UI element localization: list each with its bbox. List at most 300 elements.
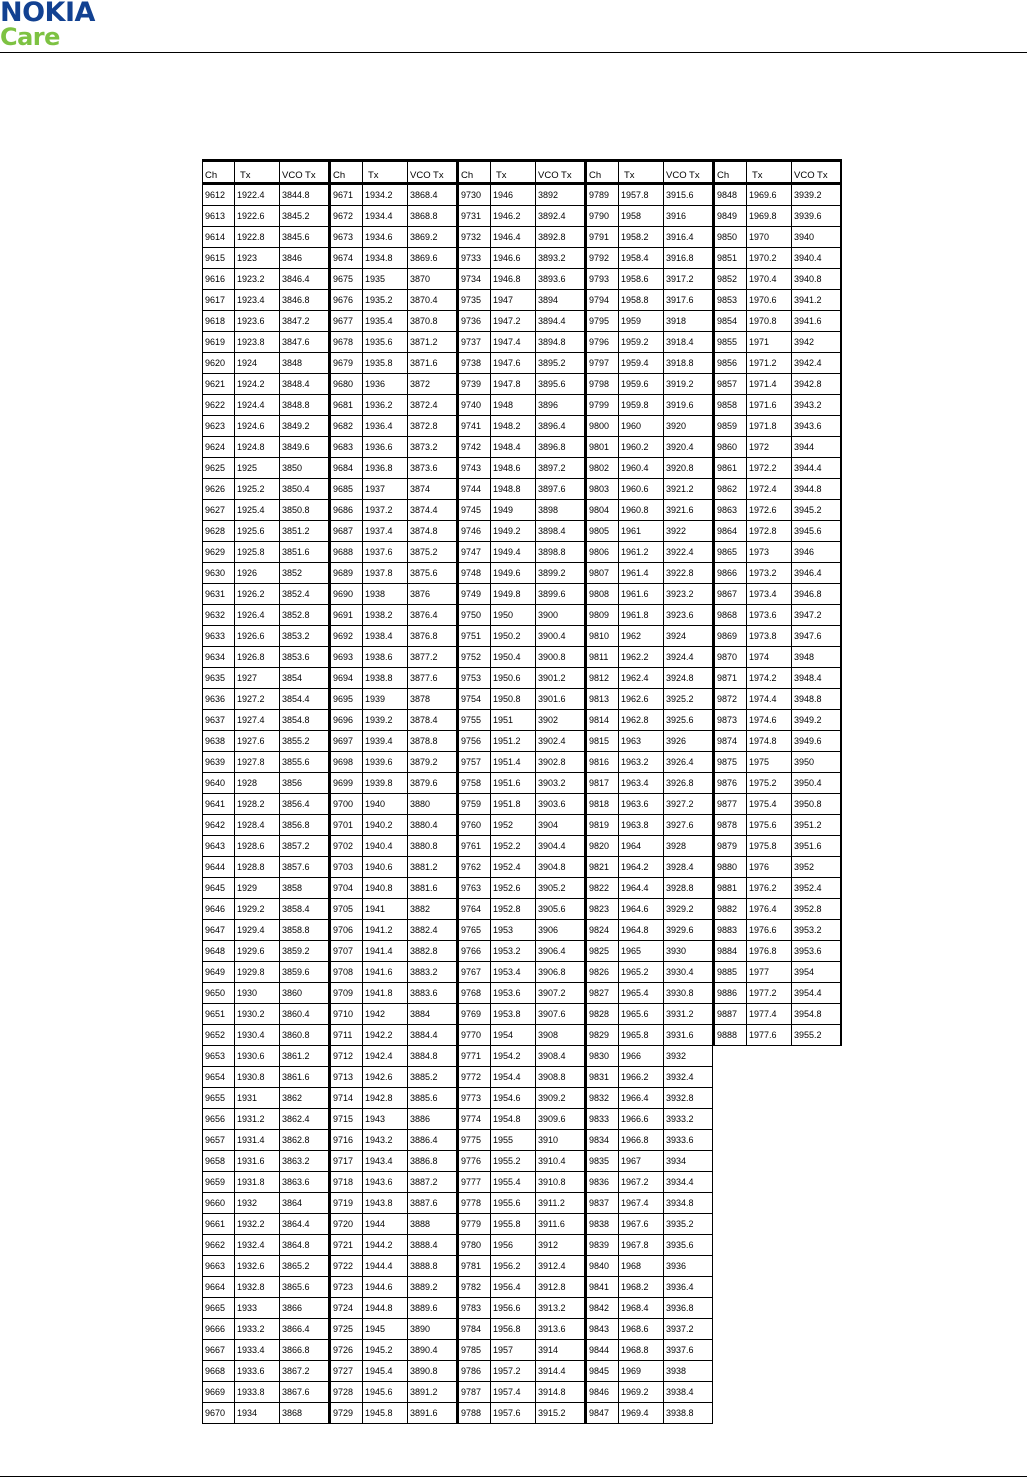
cell-ch: 9754 [459,689,491,709]
cell-ch: 9806 [587,542,619,562]
table-row [203,668,328,689]
table-row [715,374,840,395]
cell-tx: 1936 [363,374,408,394]
table-row [459,1088,584,1109]
table-row [331,269,456,290]
table-row [587,1340,712,1361]
table-row [587,437,712,458]
cell-ch: 9632 [203,605,235,625]
cell-ch: 9636 [203,689,235,709]
table-row [203,1067,328,1088]
table-row [331,899,456,920]
cell-tx: 1972 [747,437,792,457]
cell-ch: 9734 [459,269,491,289]
cell-vco-tx: 3943.2 [794,400,822,410]
cell-vco-tx: 3942.8 [794,379,822,389]
cell-ch: 9649 [203,962,235,982]
cell-vco-tx: 3935.2 [666,1219,694,1229]
cell-vco-tx: 3930.8 [666,988,694,998]
cell-tx: 1929.2 [235,899,280,919]
cell-tx: 1960.6 [619,479,664,499]
cell-tx: 1971.6 [747,395,792,415]
cell-ch: 9669 [203,1382,235,1402]
cell-vco-tx: 3890 [410,1324,431,1334]
cell-tx: 1937.8 [363,563,408,583]
cell-tx: 1959.8 [619,395,664,415]
cell-ch: 9682 [331,416,363,436]
cell-tx: 1971.4 [747,374,792,394]
cell-vco-tx: 3924 [666,631,687,641]
table-row [203,689,328,710]
cell-vco-tx: 3864.8 [282,1240,310,1250]
cell-ch: 9839 [587,1235,619,1255]
cell-tx: 1951.2 [491,731,536,751]
cell-tx: 1973.6 [747,605,792,625]
cell-vco-tx: 3886.8 [410,1156,438,1166]
cell-tx: 1974.2 [747,668,792,688]
cell-vco-tx: 3855.6 [282,757,310,767]
cell-vco-tx: 3851.6 [282,547,310,557]
table-row [587,1130,712,1151]
table-row [331,290,456,311]
cell-vco-tx: 3860.4 [282,1009,310,1019]
cell-tx: 1943.4 [363,1151,408,1171]
cell-tx: 1974.8 [747,731,792,751]
cell-vco-tx: 3858 [282,883,303,893]
cell-vco-tx: 3870.8 [410,316,438,326]
table-row [331,563,456,584]
cell-vco-tx: 3918.4 [666,337,694,347]
table-row [587,227,712,248]
cell-ch: 9886 [715,983,747,1003]
cell-tx: 1926.6 [235,626,280,646]
table-column-group [329,162,457,1424]
table-row [331,920,456,941]
cell-tx: 1944.2 [363,1235,408,1255]
cell-vco-tx: 3859.6 [282,967,310,977]
table-column-group [457,162,585,1424]
cell-tx: 1952.6 [491,878,536,898]
table-row [331,857,456,878]
cell-tx: 1942.6 [363,1067,408,1087]
cell-tx: 1934.8 [363,248,408,268]
cell-tx: 1940.8 [363,878,408,898]
cell-tx: 1936.2 [363,395,408,415]
table-row [459,353,584,374]
table-row [331,1025,456,1046]
cell-ch: 9706 [331,920,363,940]
cell-ch: 9780 [459,1235,491,1255]
table-row [203,1088,328,1109]
cell-vco-tx: 3883.6 [410,988,438,998]
cell-tx: 1959 [619,311,664,331]
cell-tx: 1927.8 [235,752,280,772]
cell-tx: 1955.8 [491,1214,536,1234]
cell-ch: 9849 [715,206,747,226]
table-row [459,416,584,437]
cell-vco-tx: 3866.8 [282,1345,310,1355]
cell-vco-tx: 3844.8 [282,190,310,200]
cell-tx: 1945.6 [363,1382,408,1402]
table-row [715,647,840,668]
cell-ch: 9805 [587,521,619,541]
cell-tx: 1946.2 [491,206,536,226]
cell-vco-tx: 3931.2 [666,1009,694,1019]
cell-ch: 9687 [331,521,363,541]
cell-vco-tx: 3902.8 [538,757,566,767]
cell-tx: 1956.6 [491,1298,536,1318]
cell-tx: 1928.8 [235,857,280,877]
cell-ch: 9879 [715,836,747,856]
table-row [587,584,712,605]
cell-tx: 1975.2 [747,773,792,793]
table-row [459,773,584,794]
cell-tx: 1977.4 [747,1004,792,1024]
cell-vco-tx: 3941.6 [794,316,822,326]
header-vco-tx: VCO Tx [410,170,444,181]
cell-tx: 1958.6 [619,269,664,289]
cell-vco-tx: 3847.2 [282,316,310,326]
table-row [587,1046,712,1067]
cell-ch: 9846 [587,1382,619,1402]
cell-tx: 1963 [619,731,664,751]
cell-vco-tx: 3940.4 [794,253,822,263]
cell-vco-tx: 3870 [410,274,431,284]
cell-ch: 9795 [587,311,619,331]
table-row [587,668,712,689]
cell-ch: 9720 [331,1214,363,1234]
cell-ch: 9615 [203,248,235,268]
cell-vco-tx: 3881.2 [410,862,438,872]
cell-vco-tx: 3955.2 [794,1030,822,1040]
table-row [459,962,584,983]
cell-tx: 1933.6 [235,1361,280,1381]
cell-tx: 1949.2 [491,521,536,541]
cell-vco-tx: 3905.6 [538,904,566,914]
cell-tx: 1972.2 [747,458,792,478]
cell-tx: 1965.2 [619,962,664,982]
cell-tx: 1964.2 [619,857,664,877]
cell-ch: 9888 [715,1025,747,1045]
cell-ch: 9685 [331,479,363,499]
table-row [587,542,712,563]
cell-ch: 9740 [459,395,491,415]
cell-ch: 9718 [331,1172,363,1192]
table-row [715,836,840,857]
cell-tx: 1967.6 [619,1214,664,1234]
cell-vco-tx: 3900 [538,610,559,620]
cell-ch: 9797 [587,353,619,373]
cell-tx: 1936.4 [363,416,408,436]
cell-ch: 9785 [459,1340,491,1360]
cell-tx: 1941.4 [363,941,408,961]
table-row [715,920,840,941]
cell-tx: 1948.8 [491,479,536,499]
table-row [459,1361,584,1382]
cell-ch: 9786 [459,1361,491,1381]
cell-tx: 1957 [491,1340,536,1360]
table-row [459,332,584,353]
cell-ch: 9825 [587,941,619,961]
table-row [459,1403,584,1424]
cell-vco-tx: 3854.8 [282,715,310,725]
table-row [203,1256,328,1277]
cell-tx: 1962.2 [619,647,664,667]
table-row [459,794,584,815]
table-row [587,815,712,836]
table-row [715,479,840,500]
cell-ch: 9622 [203,395,235,415]
cell-ch: 9748 [459,563,491,583]
cell-vco-tx: 3848.8 [282,400,310,410]
table-row [587,1214,712,1235]
cell-vco-tx: 3879.2 [410,757,438,767]
cell-ch: 9803 [587,479,619,499]
cell-vco-tx: 3894.4 [538,316,566,326]
cell-vco-tx: 3856.4 [282,799,310,809]
table-row [459,689,584,710]
cell-tx: 1966.4 [619,1088,664,1108]
cell-tx: 1940.6 [363,857,408,877]
cell-ch: 9725 [331,1319,363,1339]
table-row [587,1298,712,1319]
table-row [587,500,712,521]
cell-vco-tx: 3865.6 [282,1282,310,1292]
table-row [459,584,584,605]
table-row [587,1025,712,1046]
cell-tx: 1939.4 [363,731,408,751]
cell-vco-tx: 3882.4 [410,925,438,935]
table-row [331,773,456,794]
cell-tx: 1927 [235,668,280,688]
table-row [587,563,712,584]
cell-vco-tx: 3908 [538,1030,559,1040]
cell-tx: 1928.4 [235,815,280,835]
cell-vco-tx: 3912.8 [538,1282,566,1292]
cell-vco-tx: 3915.2 [538,1408,566,1418]
table-row [459,857,584,878]
cell-vco-tx: 3854 [282,673,303,683]
cell-ch: 9766 [459,941,491,961]
table-row [587,1151,712,1172]
table-row [459,1193,584,1214]
cell-tx: 1957.4 [491,1382,536,1402]
table-row [715,794,840,815]
cell-ch: 9657 [203,1130,235,1150]
table-row [331,227,456,248]
cell-tx: 1943.6 [363,1172,408,1192]
table-row [715,395,840,416]
cell-ch: 9642 [203,815,235,835]
cell-vco-tx: 3927.6 [666,820,694,830]
cell-ch: 9741 [459,416,491,436]
cell-tx: 1951.8 [491,794,536,814]
cell-ch: 9808 [587,584,619,604]
cell-tx: 1966.6 [619,1109,664,1129]
cell-tx: 1966.2 [619,1067,664,1087]
cell-ch: 9641 [203,794,235,814]
cell-tx: 1938.6 [363,647,408,667]
cell-ch: 9876 [715,773,747,793]
cell-tx: 1932.2 [235,1214,280,1234]
table-row [459,248,584,269]
cell-ch: 9778 [459,1193,491,1213]
header-vco-tx: VCO Tx [282,170,316,181]
table-row [331,1193,456,1214]
cell-tx: 1953.8 [491,1004,536,1024]
table-row [587,185,712,206]
cell-ch: 9743 [459,458,491,478]
table-column-group [585,162,713,1424]
cell-ch: 9702 [331,836,363,856]
cell-vco-tx: 3920.8 [666,463,694,473]
cell-vco-tx: 3932.8 [666,1093,694,1103]
cell-vco-tx: 3864.4 [282,1219,310,1229]
cell-tx: 1972.8 [747,521,792,541]
cell-tx: 1976.2 [747,878,792,898]
cell-vco-tx: 3921.2 [666,484,694,494]
cell-vco-tx: 3922.4 [666,547,694,557]
cell-tx: 1956.8 [491,1319,536,1339]
cell-tx: 1955.4 [491,1172,536,1192]
table-row [331,479,456,500]
cell-vco-tx: 3896.8 [538,442,566,452]
cell-ch: 9711 [331,1025,363,1045]
cell-vco-tx: 3855.2 [282,736,310,746]
cell-tx: 1947.4 [491,332,536,352]
table-row [587,269,712,290]
table-row [331,1046,456,1067]
cell-tx: 1930.8 [235,1067,280,1087]
cell-vco-tx: 3866 [282,1303,303,1313]
cell-vco-tx: 3878.4 [410,715,438,725]
table-row [331,248,456,269]
cell-ch: 9814 [587,710,619,730]
cell-vco-tx: 3850.4 [282,484,310,494]
table-row [715,353,840,374]
cell-tx: 1933.8 [235,1382,280,1402]
cell-ch: 9760 [459,815,491,835]
cell-vco-tx: 3920 [666,421,687,431]
cell-vco-tx: 3899.2 [538,568,566,578]
cell-tx: 1947.8 [491,374,536,394]
cell-tx: 1923.6 [235,311,280,331]
table-row [715,878,840,899]
cell-tx: 1936.8 [363,458,408,478]
cell-vco-tx: 3947.6 [794,631,822,641]
cell-tx: 1950.6 [491,668,536,688]
table-row [203,500,328,521]
cell-tx: 1975.6 [747,815,792,835]
cell-vco-tx: 3923.2 [666,589,694,599]
cell-vco-tx: 3896.4 [538,421,566,431]
cell-ch: 9753 [459,668,491,688]
cell-ch: 9859 [715,416,747,436]
table-row [331,710,456,731]
cell-vco-tx: 3890.4 [410,1345,438,1355]
cell-vco-tx: 3882.8 [410,946,438,956]
cell-tx: 1973.8 [747,626,792,646]
table-row [715,248,840,269]
cell-tx: 1969 [619,1361,664,1381]
cell-vco-tx: 3924.4 [666,652,694,662]
cell-ch: 9694 [331,668,363,688]
table-row [203,815,328,836]
cell-vco-tx: 3947.2 [794,610,822,620]
cell-vco-tx: 3892 [538,190,559,200]
cell-vco-tx: 3917.6 [666,295,694,305]
table-row [459,815,584,836]
channel-frequency-table [202,159,842,1424]
table-row [331,395,456,416]
table-row [331,416,456,437]
cell-ch: 9732 [459,227,491,247]
table-row [203,773,328,794]
cell-vco-tx: 3869.2 [410,232,438,242]
cell-ch: 9750 [459,605,491,625]
table-row [331,542,456,563]
cell-ch: 9736 [459,311,491,331]
cell-vco-tx: 3879.6 [410,778,438,788]
cell-ch: 9804 [587,500,619,520]
table-row [715,185,840,206]
cell-vco-tx: 3952 [794,862,815,872]
cell-vco-tx: 3871.2 [410,337,438,347]
table-row [203,731,328,752]
table-row [331,689,456,710]
table-row [587,1403,712,1424]
cell-ch: 9712 [331,1046,363,1066]
cell-tx: 1944 [363,1214,408,1234]
table-row [587,1319,712,1340]
cell-tx: 1956.2 [491,1256,536,1276]
table-row [587,752,712,773]
table-row [203,1298,328,1319]
cell-vco-tx: 3867.2 [282,1366,310,1376]
cell-tx: 1940.4 [363,836,408,856]
table-row [715,857,840,878]
cell-tx: 1941.8 [363,983,408,1003]
cell-vco-tx: 3908.4 [538,1051,566,1061]
cell-vco-tx: 3954.4 [794,988,822,998]
cell-vco-tx: 3921.6 [666,505,694,515]
cell-tx: 1969.8 [747,206,792,226]
table-row [203,437,328,458]
cell-tx: 1922.4 [235,185,280,205]
cell-ch: 9665 [203,1298,235,1318]
cell-tx: 1928.6 [235,836,280,856]
cell-ch: 9864 [715,521,747,541]
cell-ch: 9652 [203,1025,235,1045]
table-row [459,542,584,563]
table-row [203,626,328,647]
cell-tx: 1974 [747,647,792,667]
cell-ch: 9745 [459,500,491,520]
cell-tx: 1952.4 [491,857,536,877]
cell-ch: 9843 [587,1319,619,1339]
cell-tx: 1958.4 [619,248,664,268]
table-row [715,773,840,794]
cell-tx: 1957.6 [491,1403,536,1423]
table-row [459,1046,584,1067]
cell-vco-tx: 3922.8 [666,568,694,578]
cell-tx: 1961.8 [619,605,664,625]
table-row [459,878,584,899]
cell-ch: 9871 [715,668,747,688]
cell-vco-tx: 3846 [282,253,303,263]
cell-ch: 9852 [715,269,747,289]
table-row [587,332,712,353]
